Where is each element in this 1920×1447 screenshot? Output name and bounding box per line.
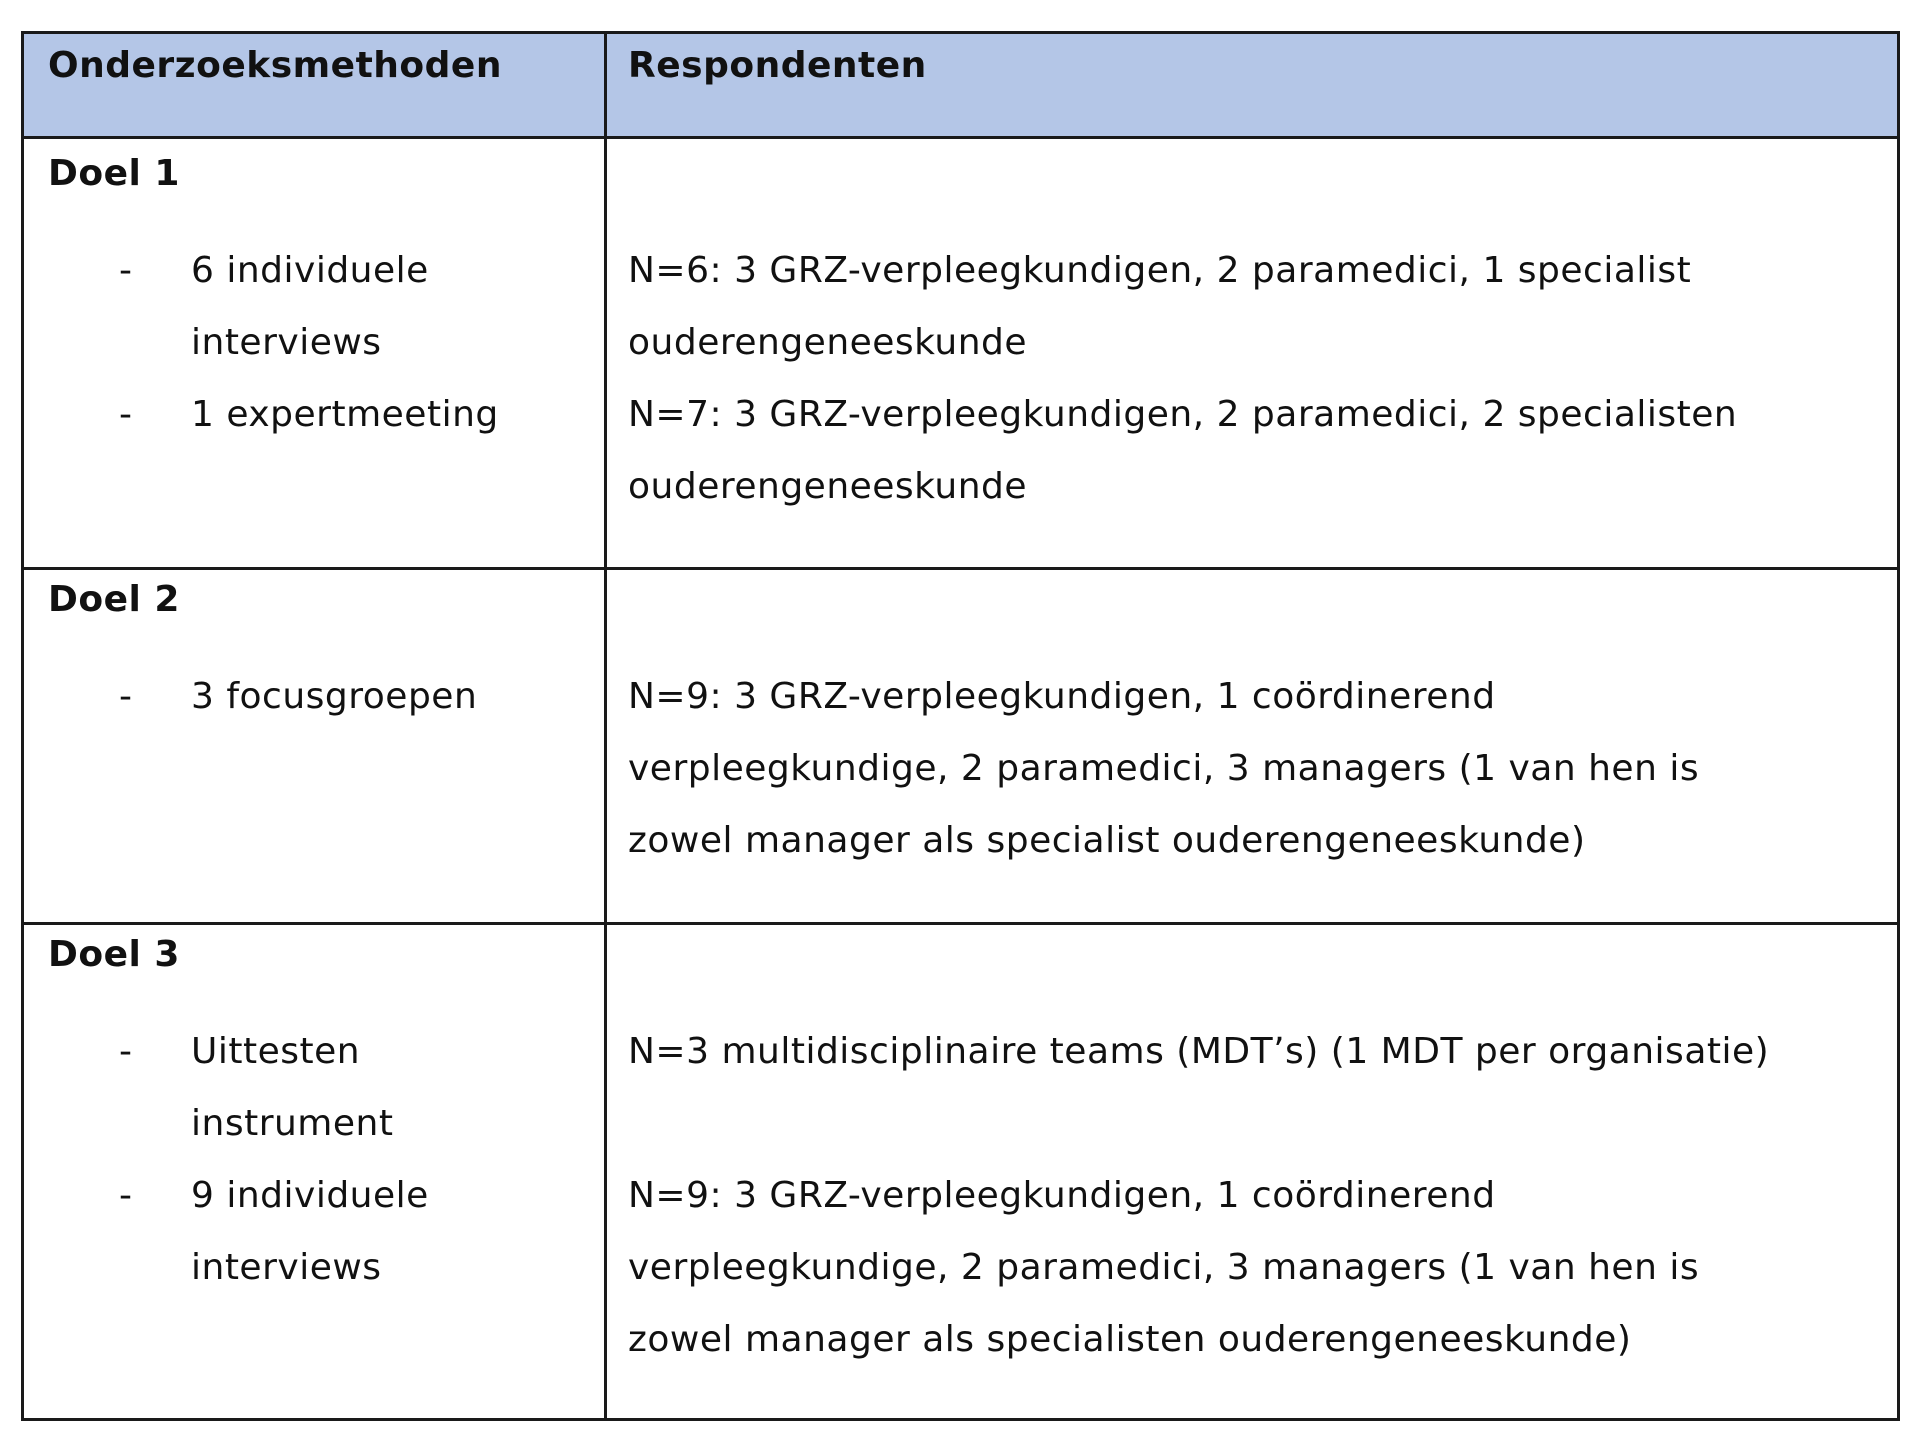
list-bullet: - [119, 394, 132, 435]
method-line: 1 expertmeeting [191, 394, 499, 435]
header-respondents: Respondenten [628, 45, 927, 86]
respondent-line: ouderengeneeskunde [628, 322, 1028, 363]
list-bullet: - [119, 1175, 132, 1216]
header-methods: Onderzoeksmethoden [48, 45, 502, 86]
method-line: 3 focusgroepen [191, 676, 478, 717]
respondent-line: zowel manager als specialisten ouderengeneeskunde) [628, 1319, 1632, 1360]
method-line: 6 individuele [191, 250, 429, 291]
goal-label: Doel 3 [48, 934, 180, 975]
list-bullet: - [119, 1031, 132, 1072]
respondent-line: N=9: 3 GRZ-verpleegkundigen, 1 coördinerend [628, 676, 1496, 717]
respondent-line: verpleegkundige, 2 paramedici, 3 managers (1 van hen is [628, 1247, 1700, 1288]
list-bullet: - [119, 676, 132, 717]
method-line: interviews [191, 1247, 382, 1288]
method-line: interviews [191, 322, 382, 363]
respondent-line: ouderengeneeskunde [628, 466, 1028, 507]
method-line: 9 individuele [191, 1175, 429, 1216]
respondent-line: N=7: 3 GRZ-verpleegkundigen, 2 paramedici, 2 specialisten [628, 394, 1738, 435]
list-bullet: - [119, 250, 132, 291]
column-divider [604, 34, 607, 1418]
goal-label: Doel 2 [48, 579, 180, 620]
respondent-line: zowel manager als specialist ouderengeneeskunde) [628, 820, 1586, 861]
method-line: instrument [191, 1103, 394, 1144]
respondent-line: N=9: 3 GRZ-verpleegkundigen, 1 coördinerend [628, 1175, 1496, 1216]
row-divider [24, 567, 1897, 570]
respondent-line: verpleegkundige, 2 paramedici, 3 managers (1 van hen is [628, 748, 1700, 789]
row-divider [24, 922, 1897, 925]
goal-label: Doel 1 [48, 153, 180, 194]
respondent-line: N=3 multidisciplinaire teams (MDT’s) (1 MDT per organisatie) [628, 1031, 1770, 1072]
respondent-line: N=6: 3 GRZ-verpleegkundigen, 2 paramedici, 1 specialist [628, 250, 1692, 291]
method-line: Uittesten [191, 1031, 361, 1072]
research-methods-table [21, 31, 1900, 1421]
